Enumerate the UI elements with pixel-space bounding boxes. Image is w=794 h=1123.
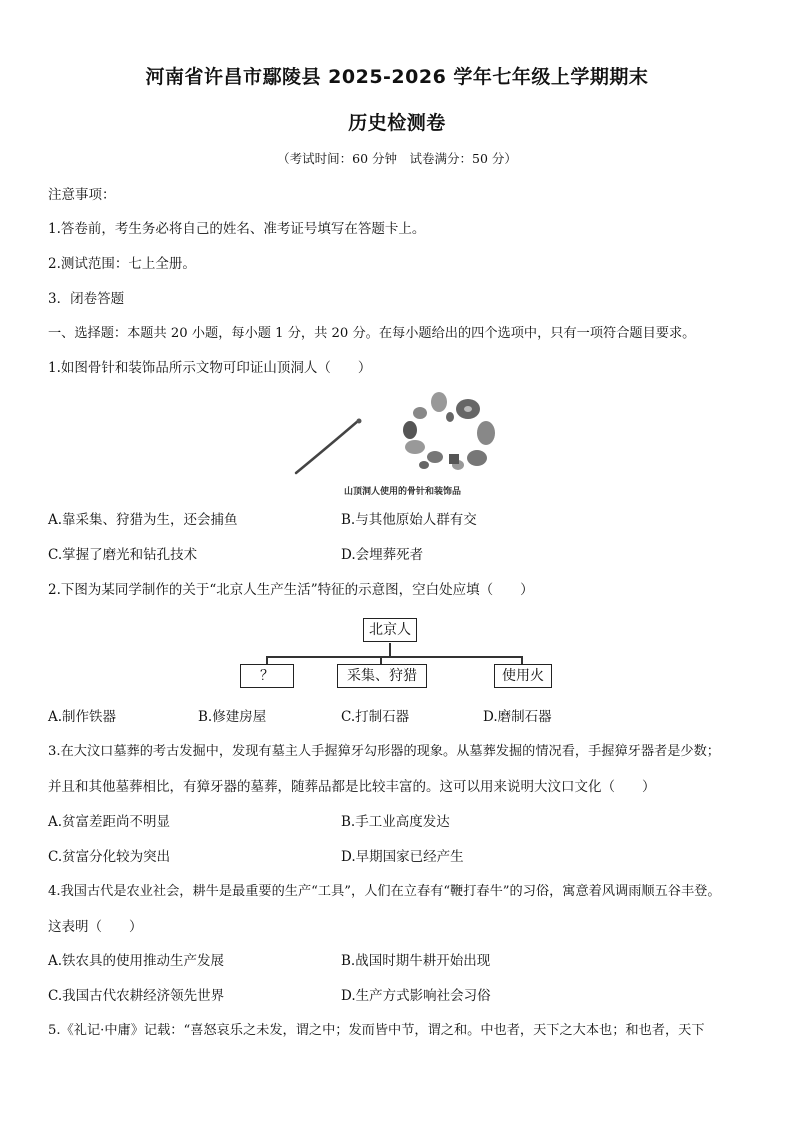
q2-option-a[interactable]: A.制作铁器 [48,709,117,725]
q4-option-d[interactable]: D.生产方式影响社会习俗 [341,988,491,1004]
q2-option-d[interactable]: D.磨制石器 [483,709,552,725]
q2-option-c[interactable]: C.打制石器 [341,709,410,725]
q1-option-a[interactable]: A.靠采集、狩猎为生，还会捕鱼 [48,512,238,528]
exam-title-line2: 历史检测卷 [348,112,446,134]
q2-stem: 2.下图为某同学制作的关于“北京人生产生活”特征的示意图，空白处应填（ ） [48,582,534,598]
q4-option-a[interactable]: A.铁农具的使用推动生产发展 [48,953,225,969]
exam-info: （考试时间：60 分钟 试卷满分：50 分） [277,151,517,166]
q5-stem: 5.《礼记·中庸》记载：“喜怒哀乐之未发，谓之中；发而皆中节，谓之和。中也者，天下之大本也；和也者，天下 [48,1023,705,1038]
q4-stem-line2: 这表明（ ） [48,919,143,935]
section1-heading: 一、选择题：本题共 20 小题，每小题 1 分，共 20 分。在每小题给出的四个选项中，只有一项符合题目要求。 [48,326,696,341]
ornaments [403,392,495,470]
note-item: 3．闭卷答题 [48,291,125,307]
diagram-root-box: 北京人 [363,618,417,642]
note-item: 1.答卷前，考生务必将自己的姓名、准考证号填写在答题卡上。 [48,221,426,237]
q1-figure-caption: 山顶洞人使用的骨针和装饰品 [344,487,462,497]
q3-option-d[interactable]: D.早期国家已经产生 [341,849,464,865]
q1-option-b[interactable]: B.与其他原始人群有交 [341,512,477,528]
diagram-child-fire: 使用火 [494,664,552,688]
diagram-connector [389,643,391,657]
bone-needle [296,421,358,473]
notes-heading: 注意事项： [48,187,116,203]
q2-option-b[interactable]: B.修建房屋 [198,709,267,725]
diagram-connector [266,656,522,658]
q3-stem-line2: 并且和其他墓葬相比，有獐牙器的墓葬，随葬品都是比较丰富的。这可以用来说明大汶口文化（ ） [48,779,656,795]
q3-option-c[interactable]: C.贫富分化较为突出 [48,849,171,865]
q1-option-d[interactable]: D.会埋葬死者 [341,547,424,563]
q4-stem-line1: 4.我国古代是农业社会，耕牛是最重要的生产“工具”，人们在立春有“鞭打春牛”的习俗，寓意着风调雨顺五谷丰登。 [48,884,721,899]
note-item: 2.测试范围：七上全册。 [48,256,196,272]
diagram-child-gathering-hunting: 采集、狩猎 [337,664,427,688]
q3-option-b[interactable]: B.手工业高度发达 [341,814,450,830]
q3-option-a[interactable]: A.贫富差距尚不明显 [48,814,171,830]
q1-option-c[interactable]: C.掌握了磨光和钻孔技术 [48,547,198,563]
exam-title-line1: 河南省许昌市鄢陵县 2025-2026 学年七年级上学期期末 [145,66,649,88]
q1-stem: 1.如图骨针和装饰品所示文物可印证山顶洞人（ ） [48,360,372,376]
q4-option-c[interactable]: C.我国古代农耕经济领先世界 [48,988,225,1004]
diagram-child-blank: ？ [240,664,294,688]
q3-stem-line1: 3.在大汶口墓葬的考古发掘中，发现有墓主人手握獐牙勾形器的现象。从墓葬发掘的情况看，手握獐牙器者是少数； [48,744,720,759]
q4-option-b[interactable]: B.战国时期牛耕开始出现 [341,953,491,969]
bone-needle-ornament-figure [290,385,510,495]
